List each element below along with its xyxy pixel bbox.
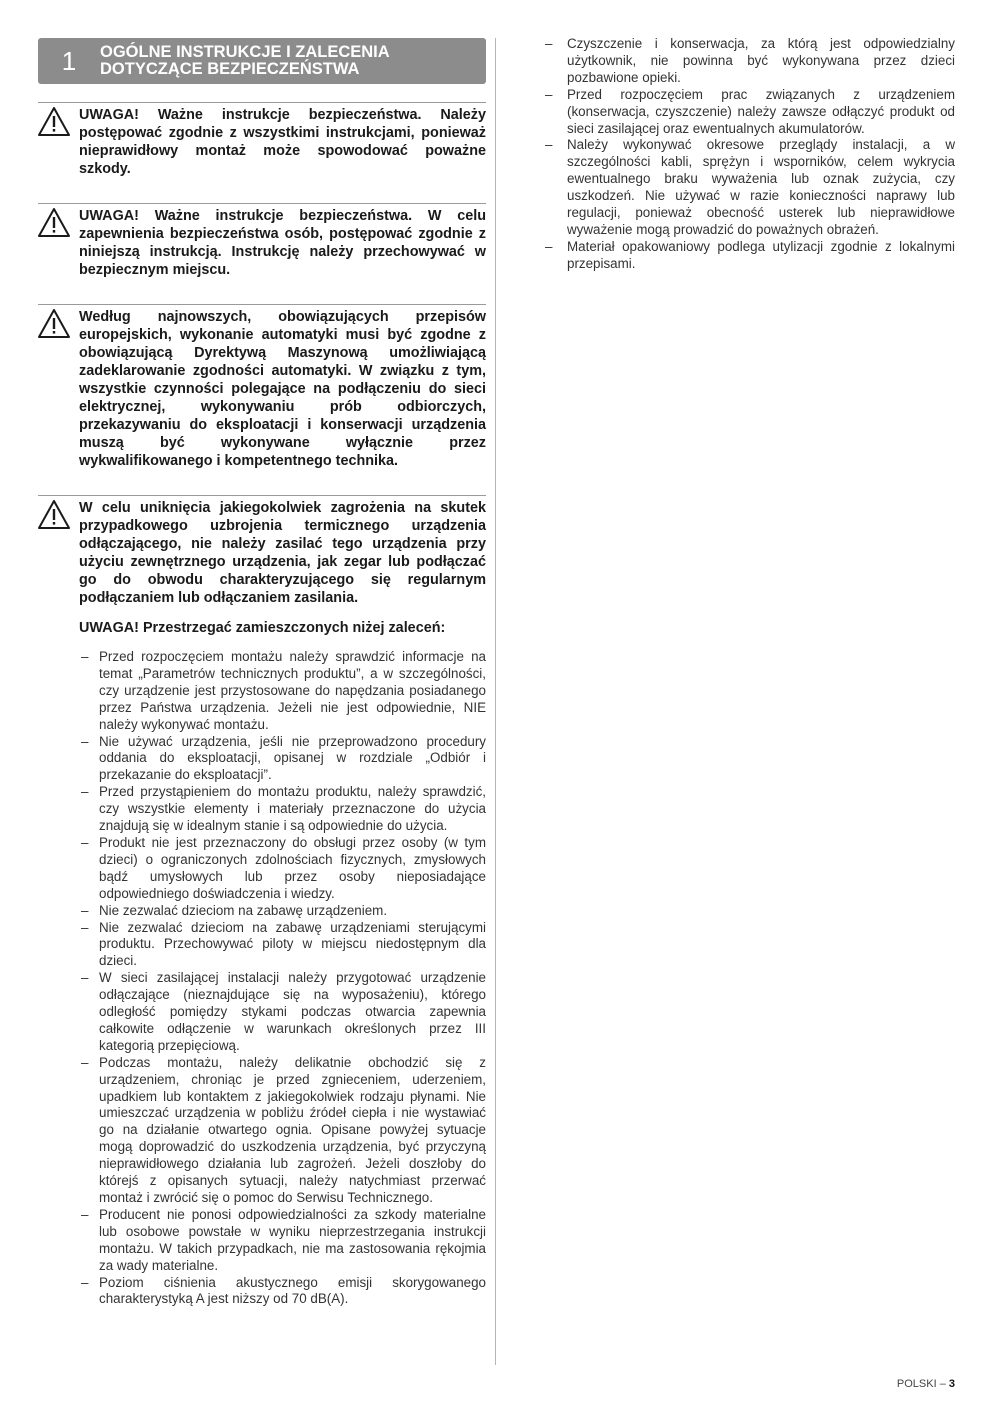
list-item: – Materiał opakowaniowy podlega utylizacji zgodnie z lokalnymi przepisami.	[545, 239, 955, 273]
warning-block-3	[38, 304, 486, 470]
warning-text-4: W celu uniknięcia jakiegokolwiek zagrożenia na skutek przypadkowego uzbrojenia termicznego urządzenia odłączającego, nie należy zasilać tego urządzenia przy użyciu zewnętrznego urządzenia, jak zegar lub podłączać go do obwodu charakteryzującego się regularnym podłączaniem lub odłączaniem zasilania.	[79, 500, 486, 606]
list-item: – Przed przystąpieniem do montażu produktu, należy sprawdzić, czy wszystkie elementy i materiały przeznaczone do użycia znajdują się w idealnym stanie i są odpowiednie do użycia.	[81, 784, 486, 835]
sub-warning: UWAGA! Przestrzegać zamieszczonych niżej zaleceń:	[79, 620, 446, 636]
right-column	[545, 36, 955, 273]
right-instruction-list	[545, 36, 955, 273]
list-item: – Przed rozpoczęciem montażu należy sprawdzić informacje na temat „Parametrów technicznych produktu”, a w szczególności, czy urządzenie jest przystosowane do napędzania posiadanego przez Państwa urządzenia. Jeżeli nie jest odpowiednie, NIE należy wykonywać montażu.	[81, 649, 486, 734]
footer-language: POLSKI –	[896, 1378, 946, 1390]
section-number: 1	[61, 45, 77, 76]
warning-triangle-icon	[37, 308, 71, 470]
left-column	[38, 38, 486, 1308]
section-title-line2: DOTYCZĄCE BEZPIECZEŃSTWA	[100, 60, 360, 78]
warning-text-2: UWAGA! Ważne instrukcje bezpieczeństwa. W celu zapewnienia bezpieczeństwa osób, postępować zgodnie z niniejszą instrukcją. Instrukcję należy przechowywać w bezpiecznym miejscu.	[79, 208, 486, 278]
section-title	[100, 44, 390, 78]
page-footer	[897, 1378, 955, 1390]
left-instruction-list	[38, 649, 486, 1308]
list-item: – Czyszczenie i konserwacja, za którą jest odpowiedzialny użytkownik, nie powinna być wykonywana przez dzieci pozbawione opieki.	[545, 36, 955, 87]
list-item: – Podczas montażu, należy delikatnie obchodzić się z urządzeniem, chroniąc je przed zgnieceniem, uderzeniem, upadkiem lub kontaktem z jakiegokolwiek rodzaju płynami. Nie umieszczać urządzenia w pobliżu źródeł ciepła i nie wystawiać go na działanie otwartego ognia. Opisane powyżej sytuacje mogą doprowadzić do uszkodzenia urządzenia, być przyczyną nieprawidłowego działania lub zagrożeń. Jeżeli doszłoby do którejś z opisanych sytuacji, należy natychmiast przerwać montaż i zwrócić się o pomoc do Serwisu Technicznego.	[81, 1055, 486, 1207]
warning-text-4-container	[79, 499, 486, 637]
warning-triangle-icon	[37, 106, 71, 178]
list-item: – Produkt nie jest przeznaczony do obsługi przez osoby (w tym dzieci) o ograniczonych zdolnościach fizycznych, zmysłowych bądź umysłowych lub przez osoby nieposiadające odpowiedniego doświadczenia i wiedzy.	[81, 835, 486, 903]
list-item: – Nie zezwalać dzieciom na zabawę urządzeniami sterującymi produktu. Przechowywać piloty w miejscu niedostępnym dla dzieci.	[81, 920, 486, 971]
list-item: – W sieci zasilającej instalacji należy przygotować urządzenie odłączające (nieznajdujące się na wyposażeniu), którego odległość pomiędzy stykami podczas otwarcia zapewnia całkowite odłączenie w warunkach określonych przez III kategorią przepięciową.	[81, 970, 486, 1055]
column-divider	[495, 38, 496, 1365]
warning-text-1: UWAGA! Ważne instrukcje bezpieczeństwa. Należy postępować zgodnie z wszystkimi instrukcjami, ponieważ nieprawidłowy montaż może spowodować poważne szkody.	[79, 107, 486, 177]
warning-text-3: Według najnowszych, obowiązujących przepisów europejskich, wykonanie automatyki musi być zgodne z obowiązującą Dyrektywą Maszynową umożliwiającą zadeklarowanie zgodności automatyki. W związku z tym, wszystkie czynności polegające na podłączeniu do sieci elektrycznej, wykonywaniu prób odbiorczych, przekazywaniu do eksploatacji i konserwacji urządzenia muszą być wykonywane wyłącznie przez wykwalifikowanego i kompetentnego technika.	[79, 309, 486, 469]
warning-triangle-icon	[37, 499, 71, 637]
page-number: 3	[948, 1378, 955, 1390]
warning-triangle-icon	[37, 207, 71, 279]
list-item: – Przed rozpoczęciem prac związanych z urządzeniem (konserwacja, czyszczenie) należy zawsze odłączyć produkt od sieci zasilającej oraz ewentualnych akumulatorów.	[545, 87, 955, 138]
warning-block-1	[38, 102, 486, 178]
list-item: – Poziom ciśnienia akustycznego emisji skorygowanego charakterystyką A jest niższy od 70 dB(A).	[81, 1275, 486, 1309]
list-item: – Producent nie ponosi odpowiedzialności za szkody materialne lub osobowe powstałe w wyniku nieprzestrzegania instrukcji montażu. W takich przypadkach, nie ma zastosowania rękojmia za wady materialne.	[81, 1207, 486, 1275]
list-item: – Należy wykonywać okresowe przeglądy instalacji, a w szczególności kabli, sprężyn i wsporników, celem wykrycia ewentualnego braku wyważenia lub oznak zużycia, czy uszkodzeń. Nie używać w razie konieczności naprawy lub regulacji, ponieważ obecność usterek lub nieprawidłowe wyważenie mogą prowadzić do poważnych obrażeń.	[545, 137, 955, 238]
warning-block-2	[38, 203, 486, 279]
list-item: – Nie zezwalać dzieciom na zabawę urządzeniem.	[81, 903, 486, 920]
section-header	[38, 38, 486, 84]
list-item: – Nie używać urządzenia, jeśli nie przeprowadzono procedury oddania do eksploatacji, opisanej w rozdziale „Odbiór i przekazanie do eksploatacji”.	[81, 734, 486, 785]
section-title-line1: OGÓLNE INSTRUKCJE I ZALECENIA	[100, 43, 390, 61]
warning-block-4	[38, 495, 486, 637]
